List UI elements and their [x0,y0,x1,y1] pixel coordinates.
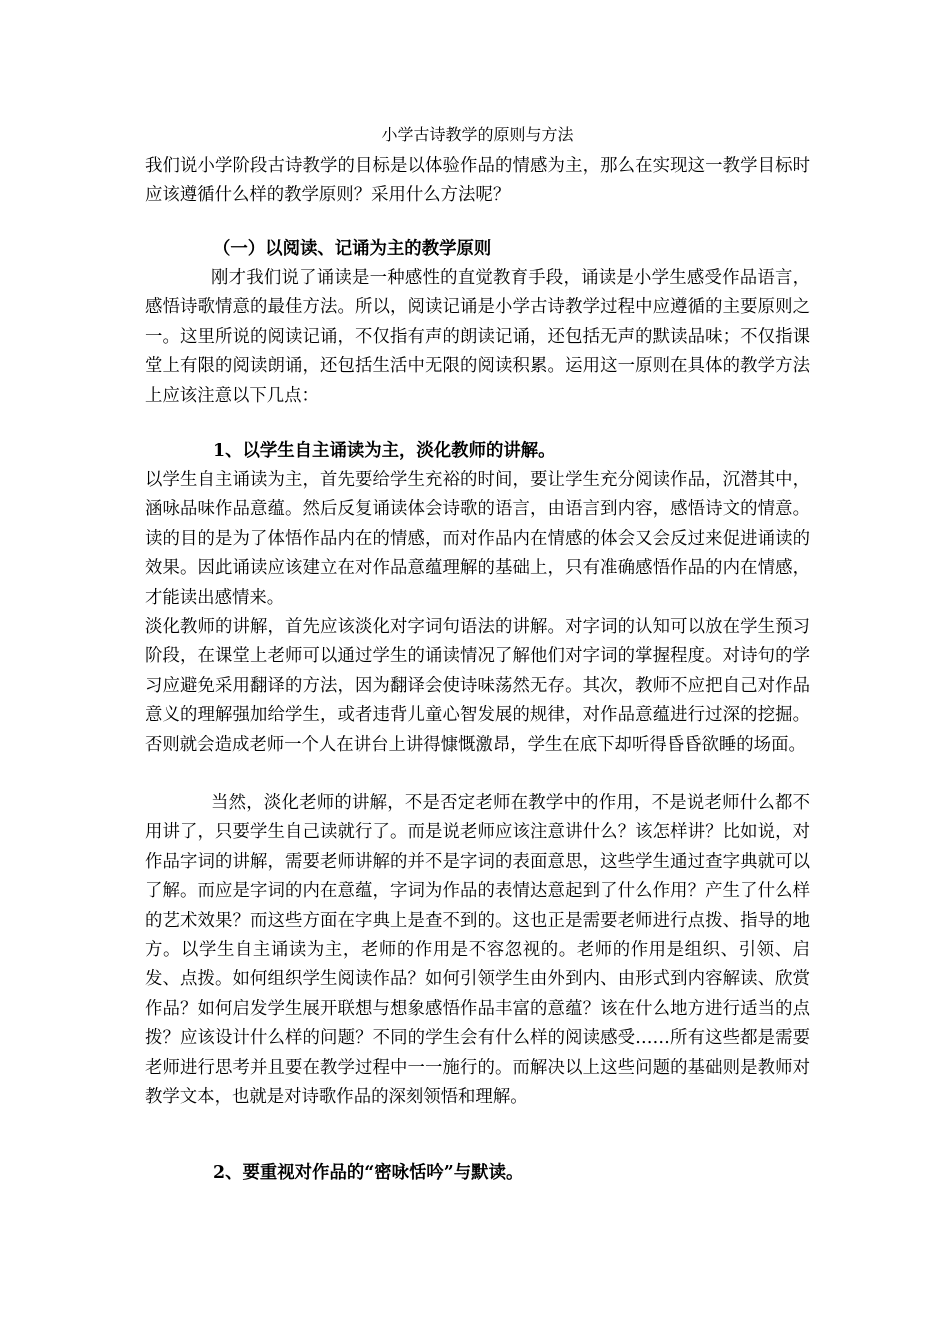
point-paragraph-teacher-role: 当然，淡化老师的讲解，不是否定老师在教学中的作用，不是说老师什么都不用讲了，只要学生自己读就行了。而是说老师应该注意讲什么？该怎样讲？比如说，对作品字词的讲解，需要老师讲解的并不是字词的表面意思，这些学生通过查字典就可以了解。而应是字词的内在意蕴，字词为作品的表情达意起到了什么作用？产生了什么样的艺术效果？而这些方面在字典上是查不到的。这也正是需要老师进行点拨、指导的地方。以学生自主诵读为主，老师的作用是不容忽视的。老师的作用是组织、引领、启发、点拨。如何组织学生阅读作品？如何引领学生由外到内、由形式到内容解读、欣赏作品？如何启发学生展开联想与想象感悟作品丰富的意蕴？该在什么地方进行适当的点拨？应该设计什么样的问题？不同的学生会有什么样的阅读感受……所有这些都是需要老师进行思考并且要在教学过程中一一施行的。而解决以上这些问题的基础则是教师对教学文本，也就是对诗歌作品的深刻领悟和理解。 [145,793,810,1108]
intro-paragraph: 我们说小学阶段古诗教学的目标是以体验作品的情感为主，那么在实现这一教学目标时应该遵循什么样的教学原则？采用什么方法呢？ [145,156,810,206]
point-heading-self-reading: 1、以学生自主诵读为主，淡化教师的讲解。 [213,441,556,461]
document-title: 小学古诗教学的原则与方法 [381,125,574,144]
section-heading-reading-principle: （一）以阅读、记诵为主的教学原则 [213,239,492,259]
point-paragraph-teacher-explanation: 淡化教师的讲解，首先应该淡化对字词句语法的讲解。对字词的认知可以放在学生预习阶段，在课堂上老师可以通过学生的诵读情况了解他们对字词的掌握程度。对诗句的学习应避免采用翻译的方法，因为翻译会使诗味荡然无存。其次，教师不应把自己对作品意义的理解强加给学生，或者违背儿童心智发展的规律，对作品意蕴进行过深的挖掘。否则就会造成老师一个人在讲台上讲得慷慨激昂，学生在底下却听得昏昏欲睡的场面。 [145,617,810,755]
section-paragraph-reading-principle: 刚才我们说了诵读是一种感性的直觉教育手段，诵读是小学生感受作品语言，感悟诗歌情意的最佳方法。所以，阅读记诵是小学古诗教学过程中应遵循的主要原则之一。这里所说的阅读记诵，不仅指有声的朗读记诵，还包括无声的默读品味；不仅指课堂上有限的阅读朗诵，还包括生活中无限的阅读积累。运用这一原则在具体的教学方法上应该注意以下几点： [145,268,810,406]
point-heading-silent-reading: 2、要重视对作品的“密咏恬吟”与默读。 [213,1163,524,1183]
point-paragraph-self-reading: 以学生自主诵读为主，首先要给学生充裕的时间，要让学生充分阅读作品，沉潜其中，涵咏品味作品意蕴。然后反复诵读体会诗歌的语言，由语言到内容，感悟诗文的情意。读的目的是为了体悟作品内在的情感，而对作品内在情感的体会又会反过来促进诵读的效果。因此诵读应该建立在对作品意蕴理解的基础上，只有准确感悟作品的内在情感，才能读出感情来。 [145,470,810,608]
